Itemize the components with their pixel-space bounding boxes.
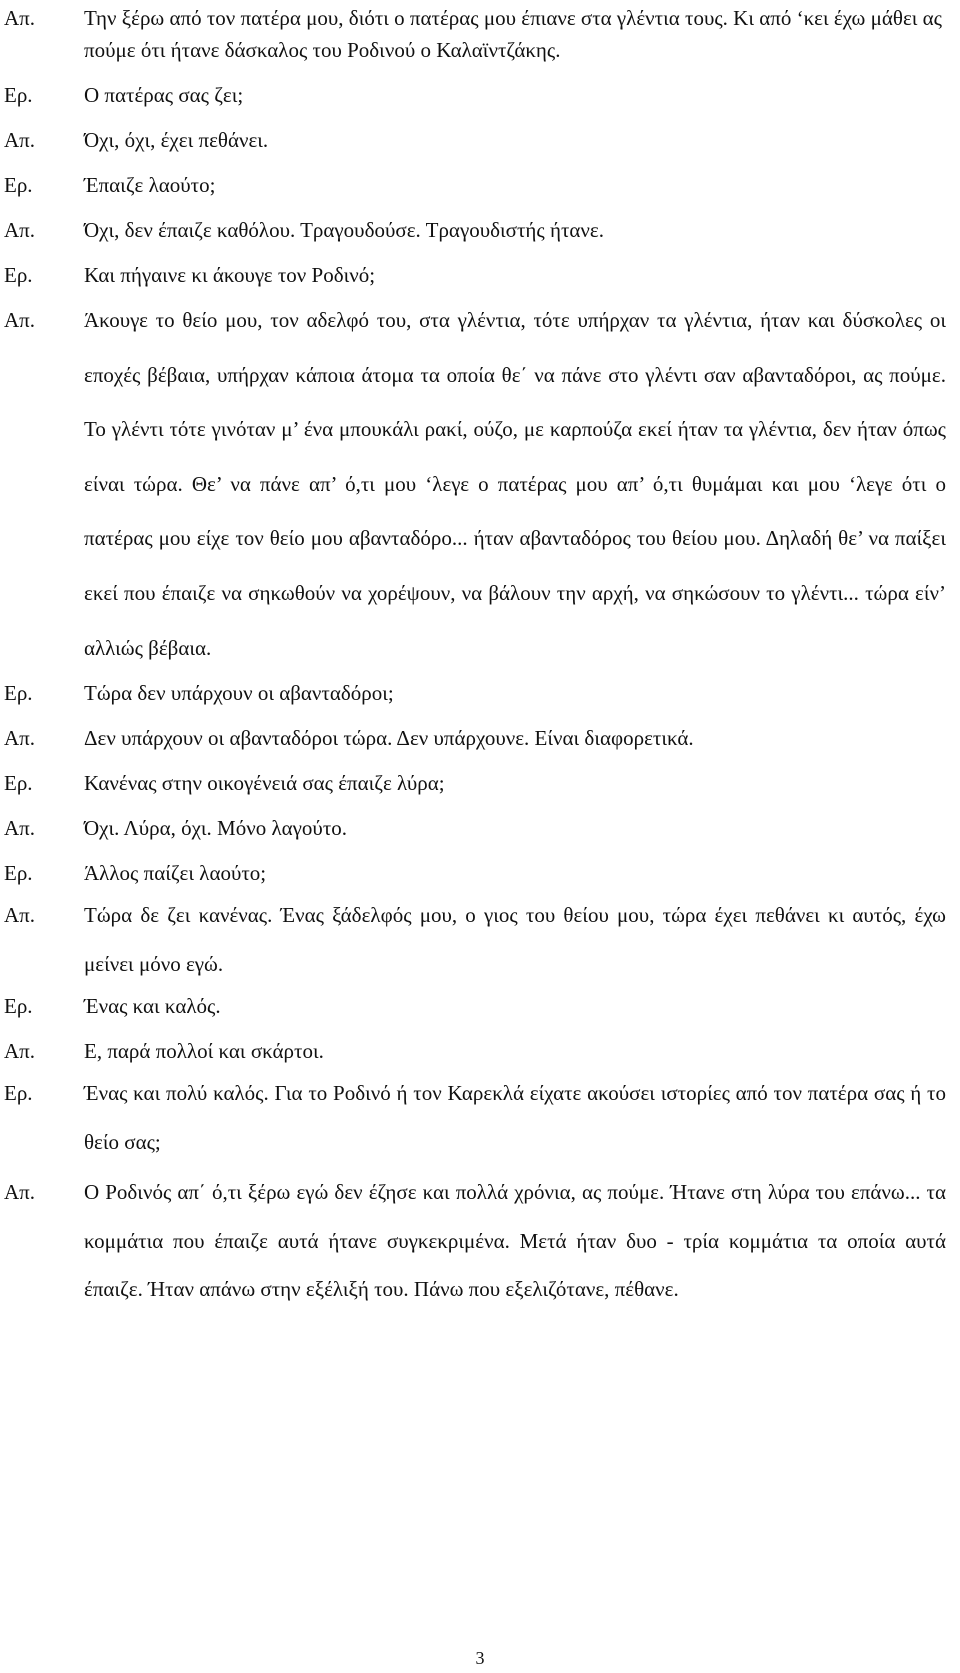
speech-text: Τώρα δε ζει κανένας. Ένας ξάδελφός μου, ο γιος του θείου μου, τώρα έχει πεθάνει κι αυτός, έχω μείνει μόνο εγώ. xyxy=(84,903,946,976)
transcript-turn xyxy=(4,167,946,201)
transcript-turn xyxy=(4,77,946,111)
page-number: 3 xyxy=(475,1648,485,1668)
transcript-turn xyxy=(4,291,946,675)
speaker-label: Ερ. xyxy=(4,173,33,197)
speaker-label: Ερ. xyxy=(4,681,33,706)
speech-text: Και πήγαινε κι άκουγε τον Ροδινό; xyxy=(84,263,376,287)
speech-text: Όχι. Λύρα, όχι. Μόνο λαγούτο. xyxy=(84,816,348,841)
speaker-label: Απ. xyxy=(4,903,36,928)
speaker-label: Απ. xyxy=(4,1039,36,1064)
speaker-label: Ερ. xyxy=(4,1081,33,1106)
speaker-label: Απ. xyxy=(4,128,36,152)
speaker-label: Ερ. xyxy=(4,263,33,287)
transcript-turn xyxy=(4,810,946,844)
transcript-turn xyxy=(4,889,946,988)
transcript-turn xyxy=(4,257,946,291)
transcript-turn xyxy=(4,988,946,1022)
speech-text: Ο πατέρας σας ζει; xyxy=(84,83,244,107)
speaker-label: Απ. xyxy=(4,6,36,30)
speaker-label: Ερ. xyxy=(4,771,33,796)
speech-text: Ένας και πολύ καλός. Για το Ροδινό ή τον Καρεκλά είχατε ακούσει ιστορίες από τον πατέρα σας ή το θείο σας; xyxy=(84,1081,946,1154)
speaker-label: Απ. xyxy=(4,726,36,751)
speech-text: Δεν υπάρχουν οι αβανταδόροι τώρα. Δεν υπάρχουνε. Είναι διαφορετικά. xyxy=(84,726,694,751)
speaker-label: Απ. xyxy=(4,816,36,841)
speech-text: Τώρα δεν υπάρχουν οι αβανταδόροι; xyxy=(84,681,394,706)
speaker-label: Απ. xyxy=(4,1180,36,1205)
speech-text: Άκουγε το θείο μου, τον αδελφό του, στα γλέντια, τότε υπήρχαν τα γλέντια, ήταν και δύσκολες οι εποχές βέβαια, υπήρχαν κάποια άτομα τα οποία θε΄ να πάνε στο γλέντι σαν αβανταδόροι, ας πούμε. Το γλέντι τότε γινόταν μ’ ένα μπουκάλι ρακί, ούζο, με καρπούζα εκεί ήταν τα γλέντια, δεν ήταν όπως είναι τώρα. Θε’ να πάνε απ’ ό,τι μου ‘λεγε ο πατέρας μου απ’ ό,τι θυμάμαι και μου ‘λεγε ότι ο πατέρας μου είχε τον θείο μου αβανταδόρο... ήταν αβανταδόρος του θείου μου. Δηλαδή θε’ να παίξει εκεί που έπαιζε να σηκωθούν να χορέψουν, να βάλουν την αρχή, να σηκώσουν το γλέντι... τώρα είν’ αλλιώς βέβαια. xyxy=(84,308,946,660)
speech-text: Ένας και καλός. xyxy=(84,994,221,1019)
transcript-turn xyxy=(4,675,946,709)
speech-text: Κανένας στην οικογένειά σας έπαιζε λύρα; xyxy=(84,771,445,796)
transcript-turn xyxy=(4,1166,946,1314)
speaker-label: Ερ. xyxy=(4,83,33,107)
transcript-turn xyxy=(4,720,946,754)
transcript-turn xyxy=(4,0,946,66)
interview-transcript xyxy=(4,0,946,1314)
speech-text: Έπαιζε λαούτο; xyxy=(84,173,216,197)
speaker-label: Απ. xyxy=(4,218,36,242)
transcript-turn xyxy=(4,1067,946,1166)
transcript-turn xyxy=(4,765,946,799)
transcript-turn xyxy=(4,212,946,246)
speech-text: Όχι, δεν έπαιζε καθόλου. Τραγουδούσε. Τραγουδιστής ήτανε. xyxy=(84,218,604,242)
transcript-turn xyxy=(4,122,946,156)
speaker-label: Ερ. xyxy=(4,994,33,1019)
speech-text: Άλλος παίζει λαούτο; xyxy=(84,861,267,886)
transcript-turn xyxy=(4,855,946,889)
speaker-label: Απ. xyxy=(4,308,36,332)
speech-text: Την ξέρω από τον πατέρα μου, διότι ο πατέρας μου έπιανε στα γλέντια τους. Κι από ‘κει έχω μάθει ας πούμε ότι ήτανε δάσκαλος του Ροδινού ο Καλαϊντζάκης. xyxy=(84,6,942,62)
speech-text: Ο Ροδινός απ΄ ό,τι ξέρω εγώ δεν έζησε και πολλά χρόνια, ας πούμε. Ήτανε στη λύρα του επάνω... τα κομμάτια που έπαιζε αυτά ήτανε συγκεκριμένα. Μετά ήταν δυο - τρία κομμάτια τα οποία αυτά έπαιζε. Ήταν απάνω στην εξέλιξή του. Πάνω που εξελιζότανε, πέθανε. xyxy=(84,1180,946,1302)
speech-text: Ε, παρά πολλοί και σκάρτοι. xyxy=(84,1039,324,1064)
transcript-turn xyxy=(4,1033,946,1067)
speaker-label: Ερ. xyxy=(4,861,33,886)
speech-text: Όχι, όχι, έχει πεθάνει. xyxy=(84,128,269,152)
